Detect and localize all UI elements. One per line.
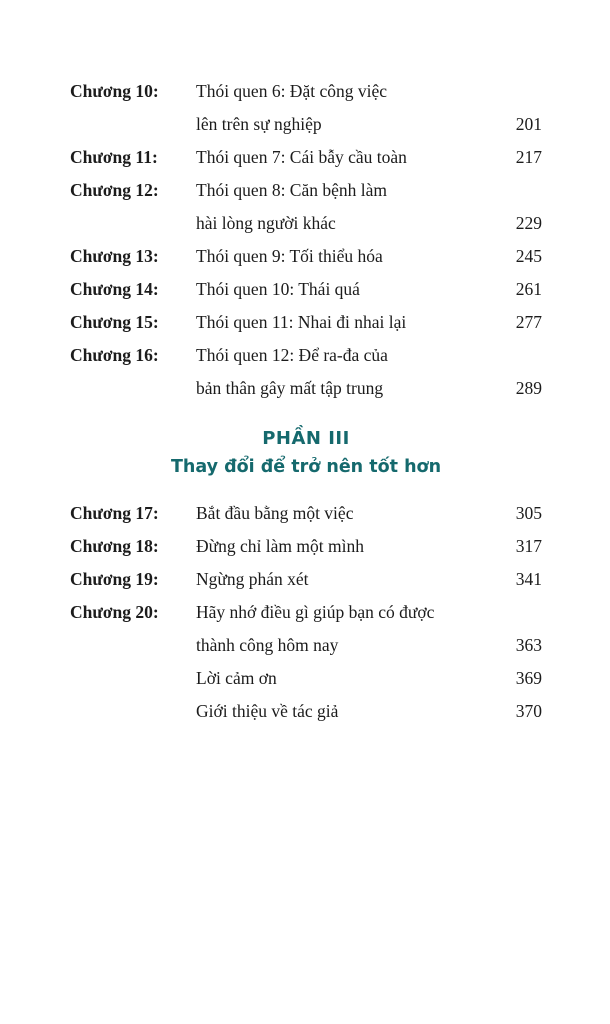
toc-entry bbox=[70, 497, 542, 530]
toc-entry bbox=[70, 530, 542, 563]
page-number: 217 bbox=[515, 147, 542, 167]
entry-title: Bắt đầu bằng một việc bbox=[196, 503, 354, 523]
page-number: 229 bbox=[515, 213, 542, 233]
page-number: 305 bbox=[515, 503, 542, 523]
section-subtitle: Thay đổi để trở nên tốt hơn bbox=[170, 457, 442, 477]
section-heading bbox=[70, 425, 542, 481]
chapter-label: Chương 10: bbox=[70, 81, 159, 101]
chapter-label: Chương 17: bbox=[70, 503, 159, 523]
toc-entry bbox=[70, 563, 542, 596]
entry-title: Đừng chỉ làm một mình bbox=[196, 536, 364, 556]
page-number: 369 bbox=[515, 668, 542, 688]
entry-title: Thói quen 11: Nhai đi nhai lại bbox=[196, 312, 407, 332]
entry-title: Thói quen 9: Tối thiểu hóa bbox=[196, 246, 383, 266]
toc-section-part3 bbox=[70, 497, 542, 728]
page-number: 341 bbox=[515, 569, 542, 589]
toc-entry bbox=[70, 339, 542, 405]
chapter-label: Chương 18: bbox=[70, 536, 159, 556]
chapter-label: Chương 16: bbox=[70, 345, 159, 365]
toc-entry bbox=[70, 141, 542, 174]
entry-title: Lời cảm ơn bbox=[196, 668, 277, 688]
page-number: 289 bbox=[515, 378, 542, 398]
toc-entry bbox=[70, 273, 542, 306]
entry-title: Thói quen 12: Để ra-đa của bản thân gây mất tập trung bbox=[196, 345, 388, 398]
toc-entry bbox=[70, 75, 542, 141]
page-number: 201 bbox=[515, 114, 542, 134]
page-number: 277 bbox=[515, 312, 542, 332]
chapter-label: Chương 11: bbox=[70, 147, 158, 167]
chapter-label: Chương 14: bbox=[70, 279, 159, 299]
entry-title: Ngừng phán xét bbox=[196, 569, 309, 589]
toc-entry bbox=[70, 306, 542, 339]
toc-entry bbox=[70, 662, 542, 695]
toc-entry bbox=[70, 174, 542, 240]
page-number: 261 bbox=[515, 279, 542, 299]
chapter-label: Chương 19: bbox=[70, 569, 159, 589]
entry-title: Thói quen 8: Căn bệnh làm hài lòng người khác bbox=[196, 180, 388, 233]
toc-entry bbox=[70, 596, 542, 662]
chapter-label: Chương 20: bbox=[70, 602, 159, 622]
chapter-label: Chương 12: bbox=[70, 180, 159, 200]
page-number: 370 bbox=[515, 701, 542, 721]
toc-entry bbox=[70, 695, 542, 728]
toc-entry bbox=[70, 240, 542, 273]
page-number: 363 bbox=[515, 635, 542, 655]
page-number: 245 bbox=[515, 246, 542, 266]
toc-section-part2 bbox=[70, 75, 542, 405]
entry-title: Giới thiệu về tác giả bbox=[196, 701, 339, 721]
entry-title: Thói quen 6: Đặt công việc lên trên sự nghiệp bbox=[196, 81, 387, 134]
entry-title: Thói quen 7: Cái bẫy cầu toàn bbox=[196, 147, 407, 167]
entry-title: Hãy nhớ điều gì giúp bạn có được thành công hôm nay bbox=[196, 602, 435, 655]
page-number: 317 bbox=[515, 536, 542, 556]
chapter-label: Chương 15: bbox=[70, 312, 159, 332]
entry-title: Thói quen 10: Thái quá bbox=[196, 279, 360, 299]
section-part-title: PHẦN III bbox=[262, 428, 350, 449]
chapter-label: Chương 13: bbox=[70, 246, 159, 266]
